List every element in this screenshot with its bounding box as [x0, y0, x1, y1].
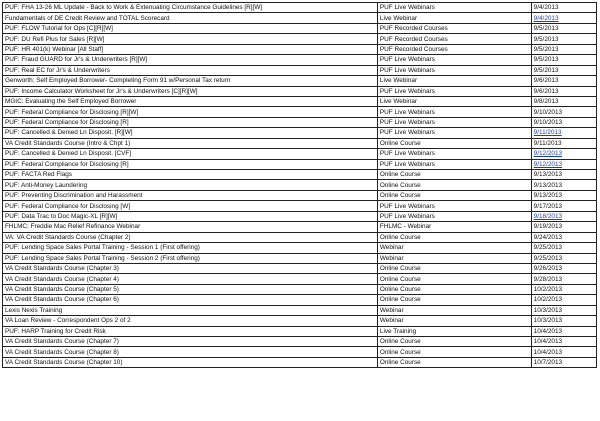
course-type-cell: Online Course — [377, 232, 531, 242]
course-name-cell: VA Credit Standards Course (Chapter 4) — [3, 274, 378, 284]
table-row — [3, 211, 597, 221]
course-name-cell: Lexis Nexis Training — [3, 305, 378, 315]
course-date-cell[interactable]: 9/11/2013 — [531, 128, 596, 138]
course-name-cell: PUF: Federal Compliance for Disclosing [W] — [3, 201, 378, 211]
course-name-cell: PUF: Real EC for Jr's & Underwriters — [3, 65, 378, 75]
course-name-cell: FHLMC: Freddie Mac Relief Refinance Webinar — [3, 222, 378, 232]
course-name-cell: PUF: Lending Space Sales Portal Training - Session 1 (First offering) — [3, 243, 378, 253]
course-date-cell: 9/13/2013 — [531, 170, 596, 180]
table-row — [3, 117, 597, 127]
course-date-cell[interactable]: 9/4/2013 — [531, 13, 596, 23]
course-date-cell: 9/10/2013 — [531, 107, 596, 117]
course-date-cell: 9/4/2013 — [531, 3, 596, 13]
course-date-cell[interactable]: 9/12/2013 — [531, 149, 596, 159]
course-name-cell: PUF: Fraud GUARD for Jr's & Underwriters [R][W] — [3, 55, 378, 65]
table-row — [3, 243, 597, 253]
course-date-cell: 9/5/2013 — [531, 34, 596, 44]
course-date-cell: 9/5/2013 — [531, 65, 596, 75]
course-name-cell: PUF: FLOW Tutorial for Ops [C][R][W] — [3, 23, 378, 33]
table-row — [3, 149, 597, 159]
course-date-cell: 9/26/2013 — [531, 263, 596, 273]
table-row — [3, 326, 597, 336]
course-name-cell: PUF: DU Refi Plus for Sales [R][W] — [3, 34, 378, 44]
course-name-cell: PUF: Income Calculator Worksheet for Jr's & Underwriters [C][R][W] — [3, 86, 378, 96]
table-row — [3, 274, 597, 284]
course-schedule-table — [2, 2, 597, 368]
course-date-cell: 10/3/2013 — [531, 305, 596, 315]
course-date-cell: 9/25/2013 — [531, 253, 596, 263]
course-date-cell: 10/4/2013 — [531, 347, 596, 357]
course-name-cell: PUF: Anti-Money Laundering — [3, 180, 378, 190]
course-date-cell[interactable]: 9/18/2013 — [531, 211, 596, 221]
course-type-cell: Live Webinar — [377, 13, 531, 23]
course-type-cell: PUF Live Webinars — [377, 55, 531, 65]
course-type-cell: PUF Live Webinars — [377, 107, 531, 117]
course-date-cell: 10/2/2013 — [531, 295, 596, 305]
table-row — [3, 253, 597, 263]
table-row — [3, 295, 597, 305]
course-type-cell: Webinar — [377, 305, 531, 315]
table-row — [3, 337, 597, 347]
course-date-cell: 9/25/2013 — [531, 243, 596, 253]
course-name-cell: VA Credit Standards Course (Chapter 7) — [3, 337, 378, 347]
course-date-cell: 9/24/2013 — [531, 232, 596, 242]
course-date-cell: 10/4/2013 — [531, 337, 596, 347]
course-type-cell: Online Course — [377, 295, 531, 305]
course-type-cell: Online Course — [377, 357, 531, 367]
table-row — [3, 180, 597, 190]
course-name-cell: Fundamentals of DE Credit Review and TOTAL Scorecard — [3, 13, 378, 23]
table-row — [3, 13, 597, 23]
course-name-cell: PUF: Lending Space Sales Portal Training - Session 2 (First offering) — [3, 253, 378, 263]
course-type-cell: Online Course — [377, 180, 531, 190]
table-row — [3, 316, 597, 326]
course-type-cell: PUF Live Webinars — [377, 86, 531, 96]
course-type-cell: PUF Live Webinars — [377, 149, 531, 159]
course-type-cell: Online Course — [377, 274, 531, 284]
course-type-cell: PUF Live Webinars — [377, 3, 531, 13]
table-row — [3, 222, 597, 232]
course-date-cell: 9/13/2013 — [531, 190, 596, 200]
course-name-cell: VA Credit Standards Course (Chapter 10) — [3, 357, 378, 367]
table-row — [3, 107, 597, 117]
table-row — [3, 305, 597, 315]
course-name-cell: VA Credit Standards Course (Intro & Chpt 1) — [3, 138, 378, 148]
course-type-cell: Webinar — [377, 253, 531, 263]
course-name-cell: PUF: HR 401(k) Webinar [All Staff] — [3, 44, 378, 54]
course-type-cell: Online Course — [377, 284, 531, 294]
course-type-cell: PUF Live Webinars — [377, 65, 531, 75]
course-type-cell: PUF Recorded Courses — [377, 34, 531, 44]
table-row — [3, 357, 597, 367]
course-type-cell: Live Webinar — [377, 96, 531, 106]
table-row — [3, 232, 597, 242]
table-row — [3, 190, 597, 200]
table-row — [3, 159, 597, 169]
course-name-cell: VA Credit Standards Course (Chapter 8) — [3, 347, 378, 357]
table-row — [3, 55, 597, 65]
course-date-cell: 9/17/2013 — [531, 201, 596, 211]
course-name-cell: VA Credit Standards Course (Chapter 3) — [3, 263, 378, 273]
course-type-cell: Live Webinar — [377, 76, 531, 86]
course-name-cell: MGIC: Evaluating the Self Employed Borrower — [3, 96, 378, 106]
course-date-cell: 10/7/2013 — [531, 357, 596, 367]
table-row — [3, 3, 597, 13]
course-date-cell: 9/6/2013 — [531, 86, 596, 96]
course-date-cell: 9/19/2013 — [531, 222, 596, 232]
course-type-cell: Online Course — [377, 347, 531, 357]
course-date-cell[interactable]: 9/12/2013 — [531, 159, 596, 169]
course-type-cell: Online Course — [377, 263, 531, 273]
course-rows — [3, 3, 597, 368]
course-type-cell: Webinar — [377, 243, 531, 253]
course-type-cell: Online Course — [377, 138, 531, 148]
course-type-cell: Online Course — [377, 170, 531, 180]
course-name-cell: VA Credit Standards Course (Chapter 5) — [3, 284, 378, 294]
course-date-cell: 9/5/2013 — [531, 55, 596, 65]
table-row — [3, 263, 597, 273]
table-row — [3, 128, 597, 138]
course-name-cell: VA: VA Credit Standards Course (Chapter 2) — [3, 232, 378, 242]
table-row — [3, 65, 597, 75]
course-name-cell: PUF: FACTA Red Flags — [3, 170, 378, 180]
course-name-cell: PUF: HARP Training for Credit Risk — [3, 326, 378, 336]
course-date-cell: 9/11/2013 — [531, 138, 596, 148]
course-date-cell: 9/5/2013 — [531, 23, 596, 33]
table-row — [3, 284, 597, 294]
course-type-cell: Live Training — [377, 326, 531, 336]
course-type-cell: PUF Live Webinars — [377, 117, 531, 127]
course-type-cell: PUF Live Webinars — [377, 201, 531, 211]
course-name-cell: PUF: Federal Compliance for Disclosing [R] — [3, 117, 378, 127]
table-row — [3, 347, 597, 357]
table-row — [3, 170, 597, 180]
course-date-cell: 9/28/2013 — [531, 274, 596, 284]
course-type-cell: Online Course — [377, 190, 531, 200]
course-type-cell: PUF Live Webinars — [377, 128, 531, 138]
course-type-cell: PUF Recorded Courses — [377, 23, 531, 33]
table-row — [3, 23, 597, 33]
course-type-cell: PUF Recorded Courses — [377, 44, 531, 54]
course-date-cell: 10/3/2013 — [531, 316, 596, 326]
course-date-cell: 10/2/2013 — [531, 284, 596, 294]
course-type-cell: Online Course — [377, 337, 531, 347]
course-type-cell: FHLMC - Webinar — [377, 222, 531, 232]
table-row — [3, 86, 597, 96]
course-type-cell: Webinar — [377, 316, 531, 326]
course-date-cell: 9/13/2013 — [531, 180, 596, 190]
table-row — [3, 76, 597, 86]
table-row — [3, 34, 597, 44]
course-date-cell: 9/10/2013 — [531, 117, 596, 127]
table-row — [3, 138, 597, 148]
course-name-cell: Genworth: Self Employed Borrower- Completing Form 91 w/Personal Tax return — [3, 76, 378, 86]
course-name-cell: PUF: Data Trac to Doc Magic-XL [R][W] — [3, 211, 378, 221]
course-date-cell: 9/6/2013 — [531, 76, 596, 86]
table-row — [3, 201, 597, 211]
course-date-cell: 9/8/2013 — [531, 96, 596, 106]
course-name-cell: PUF: FHA 13-26 ML Update - Back to Work & Extenuating Circumstance Guidelines [R][W] — [3, 3, 378, 13]
course-name-cell: PUF: Cancelled & Denied Ln Disposit. [R][W] — [3, 128, 378, 138]
course-name-cell: VA Credit Standards Course (Chapter 6) — [3, 295, 378, 305]
course-name-cell: PUF: Preventing Discrimination and Harassment — [3, 190, 378, 200]
course-date-cell: 9/5/2013 — [531, 44, 596, 54]
table-row — [3, 44, 597, 54]
course-type-cell: PUF Live Webinars — [377, 211, 531, 221]
course-name-cell: PUF: Federal Compliance for Disclosing [R] — [3, 159, 378, 169]
course-date-cell: 10/4/2013 — [531, 326, 596, 336]
course-type-cell: PUF Live Webinars — [377, 159, 531, 169]
course-name-cell: PUF: Federal Compliance for Disclosing [R][W] — [3, 107, 378, 117]
course-name-cell: VA Loan Review - Correspondent Ops 2 of 2 — [3, 316, 378, 326]
table-row — [3, 96, 597, 106]
course-name-cell: PUF: Cancelled & Denied Ln Disposit. [CVF] — [3, 149, 378, 159]
